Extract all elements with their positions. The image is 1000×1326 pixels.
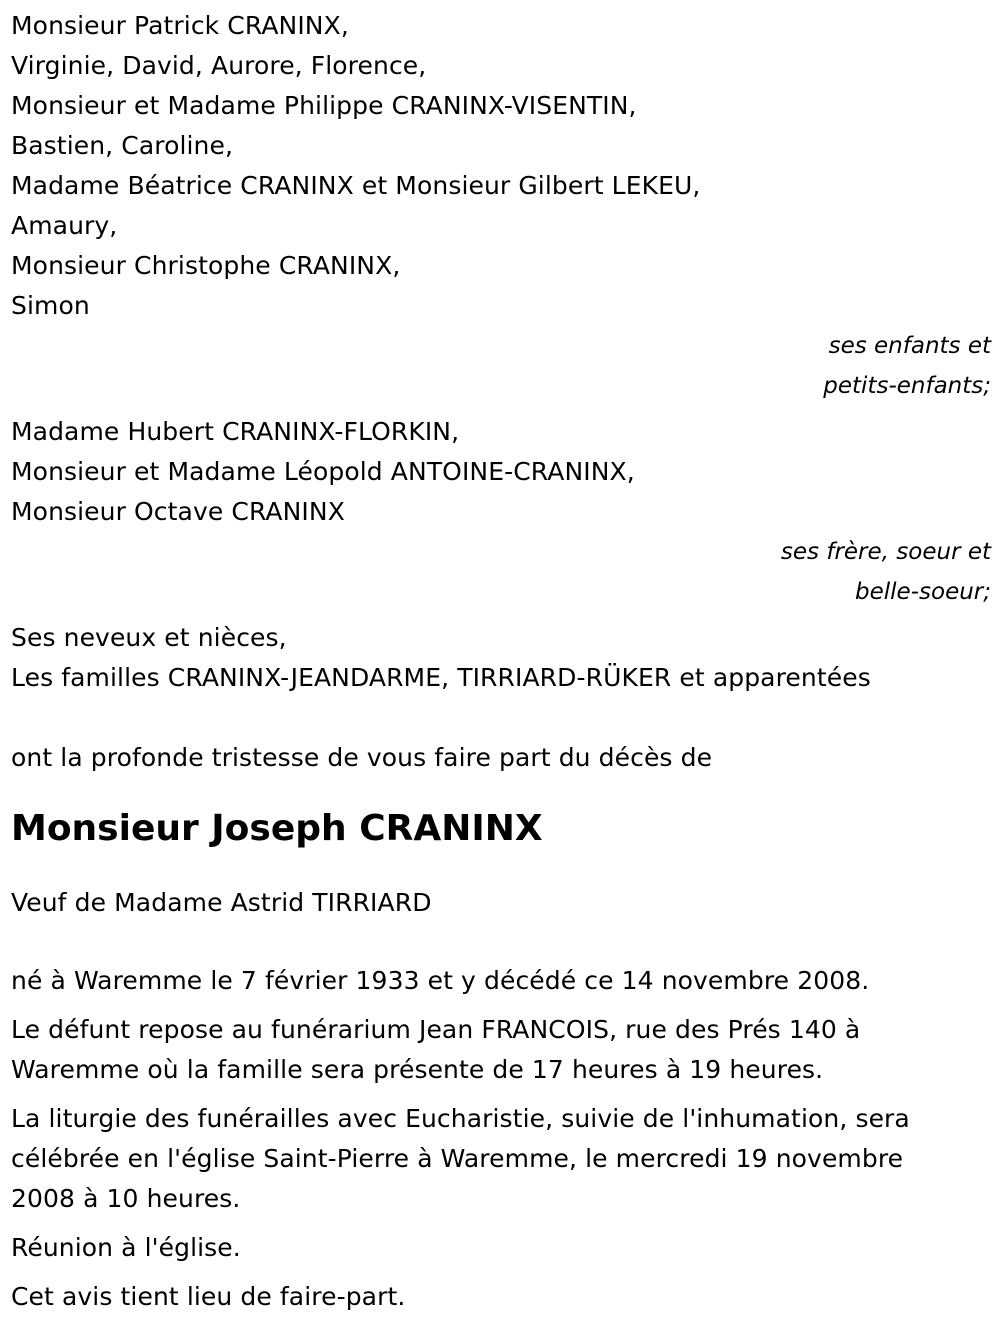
- detail-paragraph: Cet avis tient lieu de faire-part.: [11, 1282, 406, 1311]
- siblings-list: [11, 412, 991, 532]
- family-line: Ses neveux et nièces,: [11, 623, 287, 652]
- family-line: Monsieur Patrick CRANINX,: [11, 11, 349, 40]
- family-line: Virginie, David, Aurore, Florence,: [11, 51, 427, 80]
- family-line: Monsieur et Madame Philippe CRANINX-VISENTIN,: [11, 91, 637, 120]
- family-line: Les familles CRANINX-JEANDARME, TIRRIARD-RÜKER et apparentées: [11, 663, 871, 692]
- obituary-notice: [11, 0, 991, 1326]
- announcement-text: ont la profonde tristesse de vous faire part du décès de: [11, 743, 713, 772]
- family-line: Monsieur Octave CRANINX: [11, 497, 345, 526]
- children-list: [11, 0, 991, 326]
- relation-line: ses frère, soeur et: [780, 539, 991, 565]
- family-line: Simon: [11, 291, 90, 320]
- detail-paragraph: né à Waremme le 7 février 1933 et y décédé ce 14 novembre 2008.: [11, 966, 870, 995]
- family-line: Madame Hubert CRANINX-FLORKIN,: [11, 417, 460, 446]
- relation-line: ses enfants et: [828, 333, 991, 359]
- family-line: Monsieur Christophe CRANINX,: [11, 251, 401, 280]
- siblings-relation: [11, 532, 991, 612]
- relation-line: belle-soeur;: [855, 579, 991, 605]
- family-line: Madame Béatrice CRANINX et Monsieur Gilbert LEKEU,: [11, 171, 701, 200]
- detail-paragraph: Le défunt repose au funérarium Jean FRANCOIS, rue des Prés 140 à Waremme où la famille sera présente de 17 heures à 19 heures.: [11, 1015, 861, 1084]
- detail-paragraph: La liturgie des funérailles avec Eucharistie, suivie de l'inhumation, sera célébrée en l'église Saint-Pierre à Waremme, le mercredi 19 novembre 2008 à 10 heures.: [11, 1104, 910, 1213]
- detail-paragraph: Réunion à l'église.: [11, 1233, 241, 1262]
- deceased-name: Monsieur Joseph CRANINX: [11, 808, 543, 849]
- family-line: Bastien, Caroline,: [11, 131, 234, 160]
- children-relation: [11, 326, 991, 406]
- relation-line: petits-enfants;: [823, 373, 991, 399]
- family-line: Monsieur et Madame Léopold ANTOINE-CRANINX,: [11, 457, 635, 486]
- widower-line: Veuf de Madame Astrid TIRRIARD: [11, 888, 432, 917]
- extended-family: [11, 618, 991, 698]
- family-line: Amaury,: [11, 211, 118, 240]
